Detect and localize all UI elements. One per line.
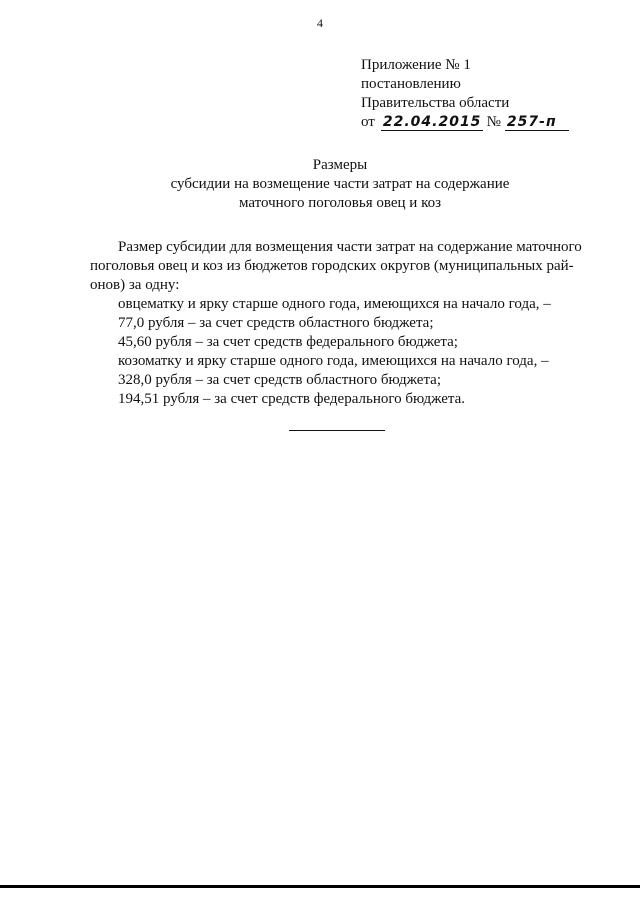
document-title (0, 156, 640, 213)
page-number: 4 (317, 16, 323, 30)
end-divider (289, 430, 385, 431)
intro-line-2: поголовья овец и коз из бюджетов городских округов (муниципальных рай- (90, 258, 574, 274)
title-line-3: маточного поголовья овец и коз (238, 195, 442, 211)
date-prefix: от (361, 114, 375, 130)
item-goat-regional: 328,0 рубля – за счет средств областного бюджета; (118, 372, 442, 388)
appendix-date-line (361, 113, 569, 132)
title-line-2: субсидии на возмещение части затрат на содержание (170, 176, 510, 192)
intro-line-3: онов) за одну: (90, 277, 180, 293)
document-body (90, 238, 588, 409)
handwritten-number: 257-п (505, 114, 569, 131)
appendix-line-2: постановлению (361, 76, 461, 92)
item-goat: козоматку и ярку старше одного года, имеющихся на начало года, – (118, 353, 549, 369)
intro-line-1: Размер субсидии для возмещения части затрат на содержание маточного (118, 239, 582, 255)
appendix-line-1: Приложение № 1 (361, 57, 471, 73)
appendix-header (361, 56, 569, 132)
number-prefix: № (486, 114, 501, 130)
item-sheep-regional: 77,0 рубля – за счет средств областного бюджета; (118, 315, 434, 331)
item-sheep-federal: 45,60 рубля – за счет средств федерального бюджета; (118, 334, 458, 350)
item-sheep: овцематку и ярку старше одного года, имеющихся на начало года, – (118, 296, 551, 312)
handwritten-date: 22.04.2015 (382, 114, 482, 130)
appendix-line-3: Правительства области (361, 95, 510, 111)
item-goat-federal: 194,51 рубля – за счет средств федерального бюджета. (118, 391, 466, 407)
title-line-1: Размеры (312, 157, 368, 173)
page-bottom-edge (0, 885, 640, 888)
